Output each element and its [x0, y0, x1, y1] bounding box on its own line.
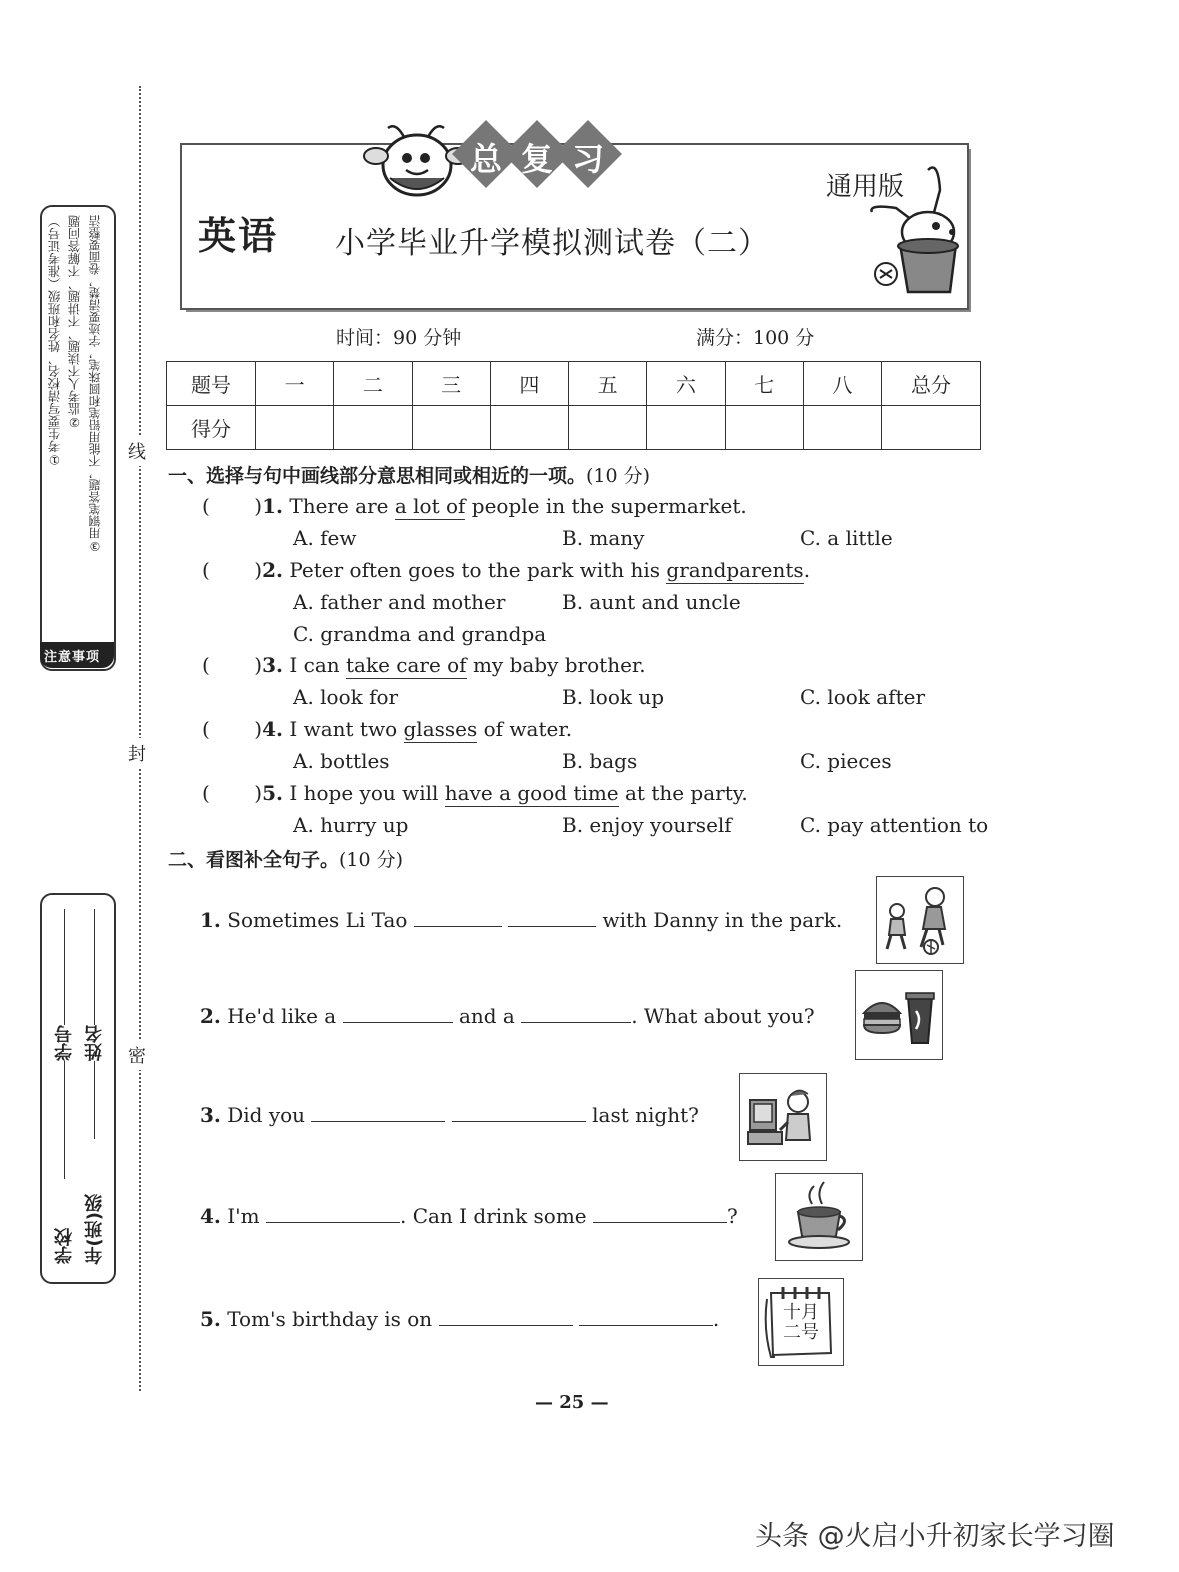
option-c[interactable]: C. look after: [800, 685, 926, 709]
table-cell: 一: [256, 362, 334, 406]
item-number: 3.: [200, 1103, 221, 1127]
underlined-phrase: have a good time: [444, 781, 619, 805]
question-1: [202, 494, 747, 518]
question-text: There are: [289, 494, 395, 518]
notice-item-3: ③用钢笔答题，不能用铅笔和圆珠笔，字迹要清楚，卷面要整洁: [88, 215, 102, 553]
table-cell: 六: [647, 362, 725, 406]
fill-item-1: [200, 908, 842, 932]
table-cell: 七: [725, 362, 803, 406]
exam-title: 小学毕业升学模拟测试卷（二）: [335, 226, 769, 261]
question-text: .: [803, 558, 811, 582]
option-a[interactable]: A. hurry up: [293, 813, 409, 837]
answer-bracket[interactable]: ( ): [202, 717, 263, 741]
item-text: with Danny in the park.: [602, 908, 843, 932]
option-a[interactable]: A. few: [293, 526, 357, 550]
score-cell[interactable]: [256, 406, 334, 450]
grade-field-line: [94, 909, 95, 1139]
table-cell: 题号: [167, 362, 256, 406]
question-number: 2.: [262, 558, 283, 582]
girl-at-computer-icon: [739, 1073, 827, 1161]
question-5: [202, 781, 748, 805]
score-cell[interactable]: [803, 406, 881, 450]
fill-item-4: [200, 1204, 738, 1228]
source-watermark: 头条 @火启小升初家长学习圈: [755, 1521, 1115, 1552]
option-c[interactable]: C. pay attention to: [800, 813, 989, 837]
option-b[interactable]: B. bags: [562, 749, 638, 773]
grade-class-label: 年(班)级: [84, 1193, 105, 1264]
item-number: 5.: [200, 1307, 221, 1331]
score-cell[interactable]: [334, 406, 412, 450]
answer-bracket[interactable]: ( ): [202, 558, 263, 582]
option-a[interactable]: A. look for: [293, 685, 399, 709]
table-cell: 总分: [882, 362, 981, 406]
hot-drink-cup-icon: [775, 1173, 863, 1261]
edition-label: 通用版: [826, 172, 905, 202]
fill-item-3: [200, 1103, 699, 1127]
underlined-phrase: a lot of: [394, 494, 466, 518]
calendar-day: 二号: [783, 1322, 819, 1343]
option-b[interactable]: B. many: [562, 526, 645, 550]
item-number: 4.: [200, 1204, 221, 1228]
banner-char-2: 复: [520, 140, 553, 178]
calendar-month: 十月: [783, 1302, 819, 1323]
answer-bracket[interactable]: ( ): [202, 653, 263, 677]
banner-char-3: 习: [571, 140, 604, 178]
question-3: [202, 653, 646, 677]
section2-title-text: 二、看图补全句子。: [168, 849, 340, 871]
item-text: . What about you?: [631, 1004, 815, 1028]
score-cell[interactable]: [490, 406, 568, 450]
subject-title: 英语: [198, 214, 279, 258]
item-text: .: [712, 1307, 720, 1331]
score-table-score-row: [167, 406, 981, 450]
table-cell: 二: [334, 362, 412, 406]
option-a[interactable]: A. bottles: [293, 749, 390, 773]
answer-blank[interactable]: [521, 1021, 631, 1023]
question-text: my baby brother.: [466, 653, 646, 677]
score-cell[interactable]: [725, 406, 803, 450]
fill-item-2: [200, 1004, 815, 1028]
score-cell[interactable]: [569, 406, 647, 450]
full-score: 满分：100 分: [696, 327, 815, 349]
item-number: 2.: [200, 1004, 221, 1028]
item-text: Did you: [227, 1103, 306, 1127]
rabbit-icon: [866, 160, 966, 300]
question-number: 5.: [262, 781, 283, 805]
question-text: of water.: [477, 717, 573, 741]
question-4: [202, 717, 572, 741]
banner-char-1: 总: [469, 140, 502, 178]
answer-blank[interactable]: [439, 1324, 573, 1326]
answer-bracket[interactable]: ( ): [202, 781, 263, 805]
binding-secret-char: 密: [128, 1040, 146, 1070]
underlined-phrase: take care of: [345, 653, 467, 677]
question-text: at the party.: [618, 781, 748, 805]
table-cell: 三: [412, 362, 490, 406]
section1-points: (10 分): [586, 465, 651, 487]
answer-blank[interactable]: [579, 1324, 713, 1326]
item-text: I'm: [227, 1204, 260, 1228]
answer-blank[interactable]: [508, 925, 596, 927]
notice-item-1: ①考生要写清校名、姓名和班级（准考证号）: [47, 215, 62, 468]
answer-blank[interactable]: [593, 1221, 727, 1223]
question-number: 1.: [262, 494, 283, 518]
answer-blank[interactable]: [266, 1221, 400, 1223]
school-label: 学校: [54, 1228, 75, 1264]
option-c[interactable]: C. grandma and grandpa: [293, 622, 547, 646]
notice-label-bar: [40, 642, 114, 668]
question-text: I can: [289, 653, 346, 677]
question-number: 3.: [262, 653, 283, 677]
table-cell: 五: [569, 362, 647, 406]
item-text: . Can I drink some: [399, 1204, 587, 1228]
notice-box: [40, 205, 116, 671]
section1-title: [168, 461, 650, 488]
hamburger-and-cola-icon: [855, 970, 943, 1060]
binding-line-char: 线: [128, 436, 146, 466]
option-b[interactable]: B. enjoy yourself: [562, 813, 732, 837]
notice-label: 注意事项: [44, 650, 101, 665]
table-cell: 八: [803, 362, 881, 406]
question-number: 4.: [262, 717, 283, 741]
exam-time: 时间：90 分钟: [336, 327, 462, 349]
calendar-picture: [758, 1278, 844, 1366]
score-cell[interactable]: [412, 406, 490, 450]
question-text: Peter often goes to the park with his: [289, 558, 667, 582]
binding-seal-char: 封: [128, 738, 146, 768]
underlined-phrase: glasses: [403, 717, 478, 741]
boys-playing-football-icon: [876, 876, 964, 964]
section2-points: (10 分): [339, 849, 404, 871]
notice-item-2: ②监考人不读题、不讲题、不解答问题: [67, 215, 82, 430]
score-table: [166, 361, 981, 450]
answer-blank[interactable]: [343, 1021, 453, 1023]
question-text: I want two: [289, 717, 404, 741]
item-text: Sometimes Li Tao: [227, 908, 408, 932]
student-no-label: 学号: [52, 1025, 78, 1061]
item-text: ?: [727, 1204, 738, 1228]
answer-blank[interactable]: [311, 1120, 445, 1122]
question-text: I hope you will: [289, 781, 445, 805]
option-a[interactable]: A. father and mother: [293, 590, 506, 614]
table-cell: 四: [490, 362, 568, 406]
question-2: [202, 558, 810, 582]
section1-title-text: 一、选择与句中画线部分意思相同或相近的一项。: [168, 465, 587, 487]
underlined-phrase: grandparents: [666, 558, 804, 582]
section2-title: [168, 845, 403, 872]
item-text: last night?: [592, 1103, 699, 1127]
question-text: people in the supermarket.: [465, 494, 747, 518]
name-label: 姓名: [82, 1025, 108, 1061]
item-text: Tom's birthday is on: [227, 1307, 433, 1331]
item-number: 1.: [200, 908, 221, 932]
answer-bracket[interactable]: ( ): [202, 494, 263, 518]
fill-item-5: [200, 1307, 719, 1331]
item-text: He'd like a: [227, 1004, 337, 1028]
answer-blank[interactable]: [452, 1120, 586, 1122]
table-cell: 得分: [167, 406, 256, 450]
score-cell[interactable]: [647, 406, 725, 450]
option-c[interactable]: C. a little: [800, 526, 893, 550]
option-b[interactable]: B. aunt and uncle: [562, 590, 741, 614]
option-b[interactable]: B. look up: [562, 685, 665, 709]
option-c[interactable]: C. pieces: [800, 749, 892, 773]
score-cell[interactable]: [882, 406, 981, 450]
student-info-box: [40, 893, 116, 1284]
answer-blank[interactable]: [414, 925, 502, 927]
page-number: — 25 —: [535, 1392, 609, 1413]
score-table-header-row: [167, 362, 981, 406]
item-text: and a: [458, 1004, 515, 1028]
